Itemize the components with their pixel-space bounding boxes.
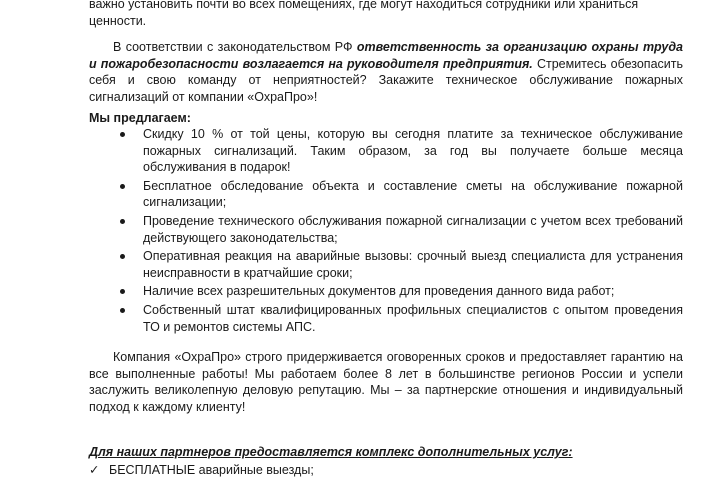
list-item: [89, 178, 683, 211]
list-item: [89, 213, 683, 246]
offer-item-text: Бесплатное обследование объекта и составление сметы на обслуживание пожарной сигнализации;: [143, 178, 683, 210]
partners-list-item: [89, 462, 314, 478]
offer-list: [89, 126, 683, 337]
intro-line-1: важно установить почти во всех помещениях, где могут находиться сотрудники или храниться: [89, 0, 639, 11]
legal-suffix: Стремитесь обезопасить себя и свою команду от неприятностей? Закажите техническое обслуживание пожарных сигнализаций от компании «ОхраПро»!: [89, 56, 683, 104]
offer-heading: Мы предлагаем:: [89, 111, 191, 125]
legal-paragraph: [89, 39, 683, 105]
list-item: [89, 283, 683, 300]
legal-emphasis: ответственность за организацию охраны труда и пожаробезопасности возлагается на руководителя предприятия.: [89, 40, 683, 71]
list-item: [89, 126, 683, 176]
bullet-icon: [120, 132, 125, 137]
partners-item-text: БЕСПЛАТНЫЕ аварийные выезды;: [109, 463, 314, 477]
offer-item-text: Наличие всех разрешительных документов для проведения данного вида работ;: [143, 284, 615, 299]
intro-paragraph: [89, 0, 683, 29]
offer-item-text: Собственный штат квалифицированных профильных специалистов с опытом проведения ТО и ремонтов системы АПС.: [143, 302, 683, 334]
intro-line-2: ценности.: [89, 13, 147, 28]
bullet-icon: [120, 219, 125, 224]
bullet-icon: [120, 184, 125, 189]
list-item: [89, 302, 683, 335]
legal-prefix: В соответствии с законодательством РФ: [113, 40, 357, 54]
partners-heading: Для наших партнеров предоставляется комплекс дополнительных услуг:: [89, 445, 573, 459]
checkmark-icon: ✓: [89, 462, 100, 477]
bullet-icon: [120, 289, 125, 294]
bullet-icon: [120, 254, 125, 259]
bullet-icon: [120, 308, 125, 313]
list-item: [89, 248, 683, 281]
company-paragraph: [89, 349, 683, 415]
offer-item-text: Проведение технического обслуживания пожарной сигнализации с учетом всех требований действующего законодательства;: [143, 213, 683, 245]
offer-item-text: Оперативная реакция на аварийные вызовы: срочный выезд специалиста для устранения неисправности в кратчайшие сроки;: [143, 249, 683, 280]
offer-item-text: Скидку 10 % от той цены, которую вы сегодня платите за техническое обслуживание пожарных сигнализаций. Таким образом, за год вы получаете больше месяца обслуживания в подарок!: [143, 127, 683, 175]
company-text: Компания «ОхраПро» строго придерживается оговоренных сроков и предоставляет гарантию на все выполненные работы! Мы работаем более 8 лет в большинстве регионов России и успели заслужить великолепную деловую репутацию. Мы – за партнерские отношения и индивидуальный подход к каждому клиенту!: [89, 350, 683, 414]
